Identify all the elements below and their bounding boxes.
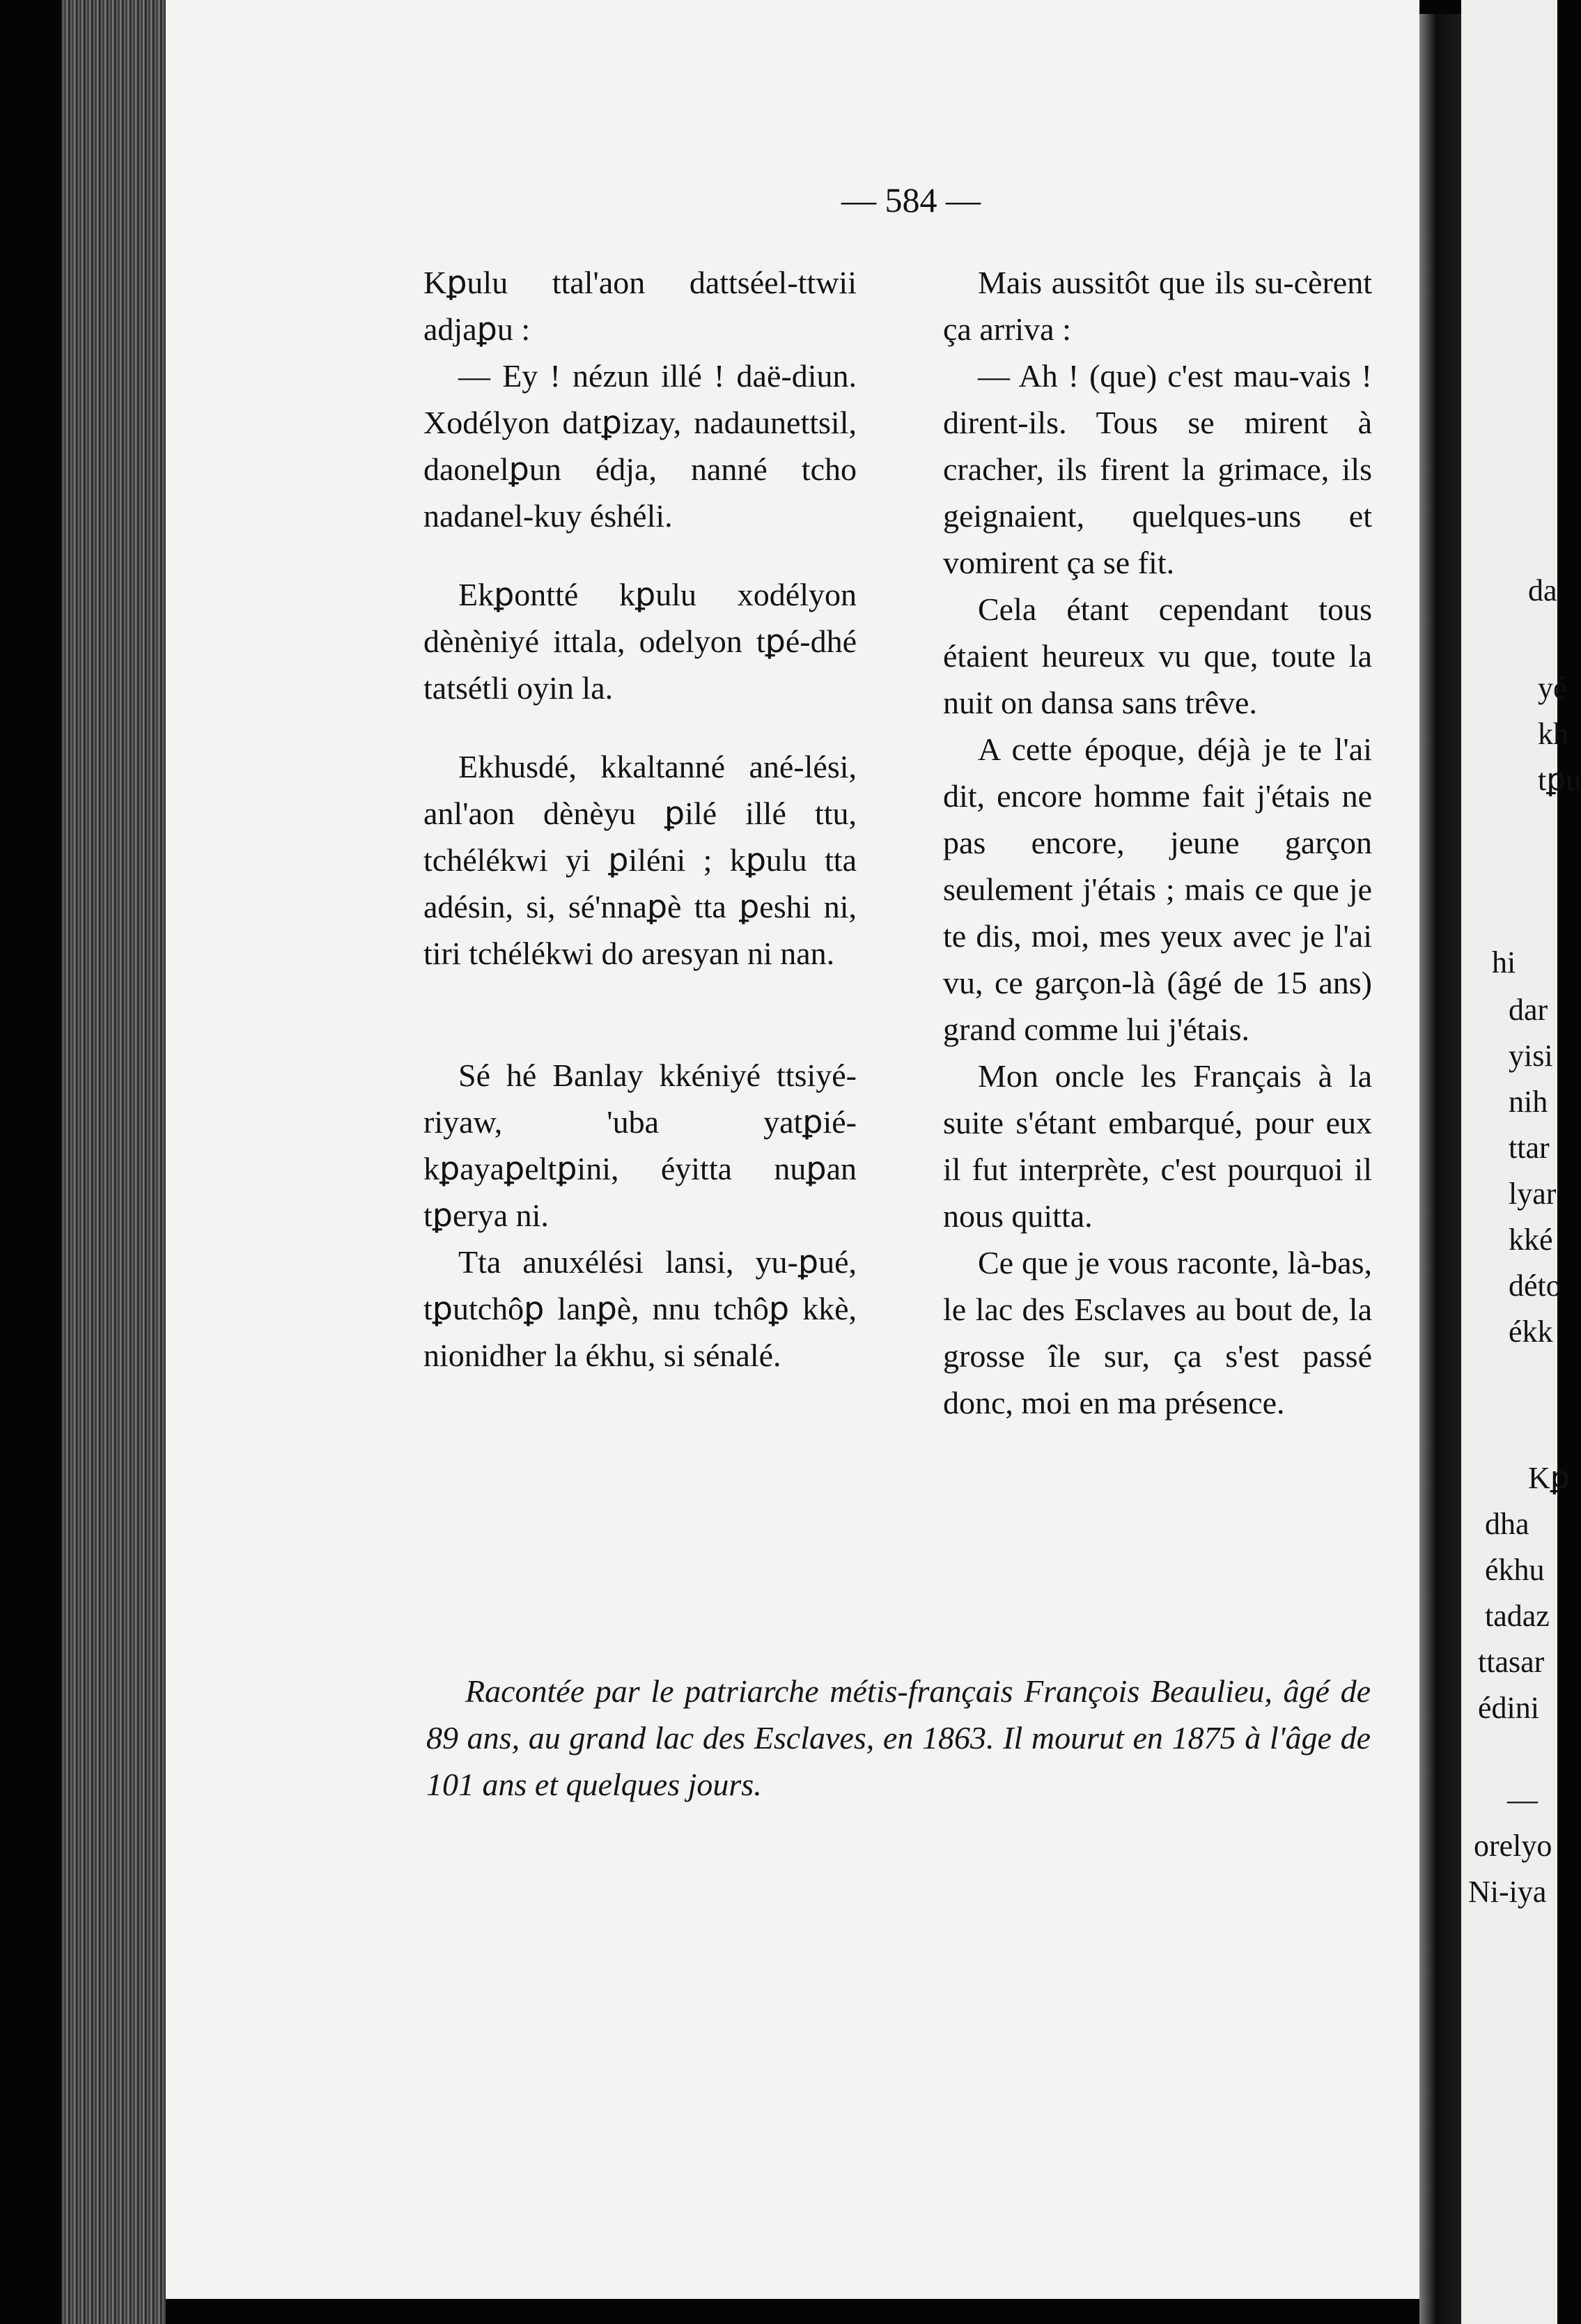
adjacent-page-text: dar: [1509, 993, 1548, 1027]
left-paragraph: Kꝑulu ttal'aon dattséel-ttwii adjaꝑu :: [423, 265, 857, 347]
left-paragraph: Ekꝑontté kꝑulu xodélyon dènèniyé ittala, odelyon tꝑé-dhé tatsétli oyin la.: [423, 577, 857, 706]
adjacent-page-text: da: [1528, 573, 1557, 607]
adjacent-page-text: tadaz: [1485, 1599, 1550, 1633]
adjacent-page-text: ttasar: [1478, 1645, 1545, 1679]
adjacent-page-text: kh: [1538, 717, 1568, 751]
left-paragraph: — Ey ! nézun illé ! daë-diun. Xodélyon datꝑizay, nadaunettsil, daonelꝑun édja, nanné tcho nadanel-kuy éshéli.: [423, 358, 857, 534]
adjacent-page-text: édini: [1478, 1691, 1539, 1725]
adjacent-page-text: dha: [1485, 1507, 1529, 1541]
adjacent-page-text: Kꝑ: [1528, 1461, 1570, 1495]
left-paragraph: Sé hé Banlay kkéniyé ttsiyé-riyaw, 'uba yatꝑié-kꝑayaꝑeltꝑini, éyitta nuꝑan tꝑerya ni.: [423, 1058, 857, 1233]
adjacent-page-text: lyar: [1509, 1177, 1557, 1211]
left-column-dene-text: [423, 259, 857, 1379]
adjacent-page-text: orelyo: [1474, 1829, 1552, 1863]
right-paragraph: Mon oncle les Français à la suite s'étant embarqué, pour eux il fut interprète, c'est pourquoi il nous quitta.: [943, 1058, 1372, 1234]
right-paragraph: Mais aussitôt que ils su-cèrent ça arriva :: [943, 265, 1372, 347]
right-paragraph: Cela étant cependant tous étaient heureux vu que, toute la nuit on dansa sans trêve.: [943, 591, 1372, 720]
adjacent-page-text: —: [1507, 1783, 1538, 1817]
adjacent-page-text: Ni-iya: [1468, 1875, 1547, 1909]
right-paragraph: A cette époque, déjà je te l'ai dit, encore homme fait j'étais ne pas encore, jeune garçon seulement j'étais ; mais ce que je te dis, moi, mes yeux avec je l'ai vu, ce garçon-là (âgé de 15 ans) grand comme lui j'étais.: [943, 731, 1372, 1047]
adjacent-page-text: kké: [1509, 1223, 1553, 1257]
narrator-attribution: Racontée par le patriarche métis-français François Beaulieu, âgé de 89 ans, au grand lac des Esclaves, en 1863. Il mourut en 1875 à l'âge de 101 ans et quelques jours.: [426, 1673, 1371, 1802]
adjacent-page-text: yisi: [1509, 1039, 1553, 1073]
right-column-french-text: [943, 259, 1372, 1426]
adjacent-page-text: hi: [1492, 945, 1516, 979]
adjacent-page-text: nih: [1509, 1085, 1548, 1119]
book-gutter: [1419, 14, 1461, 2324]
right-paragraph: Ce que je vous raconte, là-bas, le lac des Esclaves au bout de, la grosse île sur, ça s'est passé donc, moi en ma présence.: [943, 1245, 1372, 1420]
book-page-edges: [61, 0, 166, 2324]
adjacent-page-text: ttar: [1509, 1131, 1550, 1165]
right-paragraph: — Ah ! (que) c'est mau-vais ! dirent-ils. Tous se mirent à cracher, ils firent la grimace, ils geignaient, quelques-uns et vomirent ça se fit.: [943, 358, 1372, 580]
page-number: — 584 —: [841, 180, 981, 219]
adjacent-page-text: ékhu: [1485, 1553, 1545, 1587]
left-paragraph: Ekhusdé, kkaltanné ané-lési, anl'aon dènèyu ꝑilé illé ttu, tchélékwi yi ꝑiléni ; kꝑulu tta adésin, si, sé'nnaꝑè tta ꝑeshi ni, tiri tchélékwi do aresyan ni nan.: [423, 749, 857, 971]
adjacent-page-fragment: [1461, 0, 1581, 2324]
adjacent-page-text: ékk: [1509, 1315, 1553, 1349]
adjacent-page-text: déto: [1509, 1269, 1561, 1303]
adjacent-page-text: tꝑu: [1538, 763, 1581, 797]
adjacent-page-text: yé: [1538, 671, 1567, 705]
left-paragraph: Tta anuxélési lansi, yu-ꝑué, tꝑutchôꝑ lanꝑè, nnu tchôꝑ kkè, nionidher la ékhu, si sénalé.: [423, 1244, 857, 1373]
